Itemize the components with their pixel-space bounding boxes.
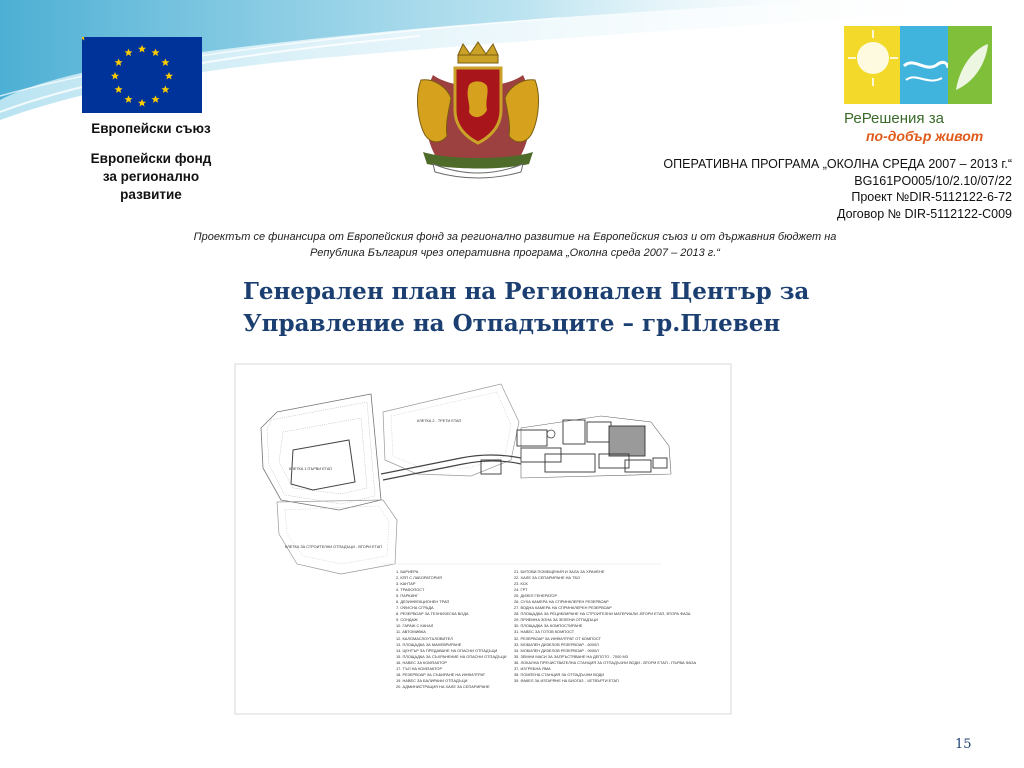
legend-item bbox=[514, 684, 696, 690]
program-code: BG161PO005/10/2.10/07/22 bbox=[854, 173, 1012, 188]
eu-fund-label: Европейски фонд за регионално развитие bbox=[90, 151, 212, 202]
program-name: ОПЕРАТИВНА ПРОГРАМА „ОКОЛНА СРЕДА 2007 – 2013 г.“ bbox=[663, 157, 1012, 171]
eu-caption bbox=[72, 113, 230, 213]
legend-item: 25. ДИЗЕЛ ГЕНЕРАТОР bbox=[514, 593, 558, 599]
legend-item: 18. РЕЗЕРВОАР ЗА СЪБИРАНЕ НА ИНФИЛТРАТ bbox=[396, 671, 486, 677]
legend-item: 17. ТЪЛ НА КОМПАКТОР bbox=[396, 665, 443, 671]
legend-item: 38. ПОМПЕНА СТАНЦИЯ ЗА ОТПАДЪЧНИ ВОДИ bbox=[514, 671, 605, 677]
legend-item: 20. АДМИНИСТРАЦИЯ НА ХАЛЕ ЗА СЕПАРИРАНЕ bbox=[396, 683, 490, 689]
legend-item: 32. РЕЗЕРВОАР ЗА ИНФИЛТРАТ ОТ КОМПОСТ bbox=[514, 635, 602, 641]
legend-item: 2. КПП С ЛАБОРАТОРИЯ bbox=[396, 575, 442, 581]
legend-item: 27. ВОДНА КАМЕРА НА СПРИНКЛЕРЕН РЕЗЕРВОАР bbox=[514, 605, 612, 611]
program-logo-icon bbox=[842, 24, 1024, 106]
legend-item: 3. КАНТАР bbox=[396, 581, 416, 587]
legend-item: 21. БИТОВИ ПОМЕЩЕНИЯ И ЗАЛА ЗА ХРАНЕНЕ bbox=[514, 569, 605, 574]
program-info bbox=[600, 156, 1012, 222]
cell-1-label: КЛЕТКА 1 ПЪРВИ ЕТАП bbox=[289, 467, 333, 471]
contract-number: Договор № DIR-5112122-С009 bbox=[836, 206, 1012, 221]
legend-item: 30. ПЛОЩАДКА ЗА КОМПОСТИРАНЕ bbox=[514, 623, 583, 629]
legend-item: 11. АВТОМИВКА bbox=[396, 629, 426, 635]
legend-item: 13. ПЛОЩАДКА ЗА МАНЕВРИРАНЕ bbox=[396, 641, 462, 647]
cell-2-label: КЛЕТКА 2 - ТРЕТИ ЕТАП bbox=[417, 419, 462, 423]
legend-item: 7. ОФИСНА СГРАДА bbox=[396, 605, 434, 611]
legend-item: 36. ЛОКАЛНА ПРЕЧИСТВАТЕЛНА СТАНЦИЯ ЗА ОТПАДЪЧНИ ВОДИ - ВТОРИ ЕТАП - ПЪРВА ФАЗА bbox=[514, 659, 697, 665]
legend-item: 35. ЗЕМНИ МАСИ ЗА ЗАПРЪСТЯВАНЕ НА ДЕПОТО - 7000 М3 bbox=[514, 653, 628, 659]
legend-item: 26. СУХА КАМЕРА НА СПРИНКЛЕРЕН РЕЗЕРВОАР bbox=[514, 599, 609, 605]
funding-note: Проектът се финансира от Европейския фонд за регионално развитие на Европейския съюз и от държавния бюджет на Република България чрез оперативна програма „Околна среда 2007 – 2013 г.“ bbox=[193, 231, 837, 259]
legend-item: 14. ЦЕНТЪР ЗА ПРЕДАВАНЕ НА ОПАСНИ ОТПАДЪЦИ bbox=[396, 647, 498, 653]
legend-item: 4. ТРАФОПОСТ bbox=[396, 587, 425, 593]
program-logo bbox=[842, 24, 1024, 152]
project-number: Проект №DIR-5112122-6-72 bbox=[851, 190, 1012, 204]
logo-text-1: РеРешения за bbox=[844, 110, 944, 127]
page-number: 15 bbox=[955, 737, 972, 752]
coat-of-arms-icon bbox=[403, 40, 553, 180]
legend-item: 1. БАРИЕРА bbox=[396, 569, 419, 574]
eu-union-label: Европейски съюз bbox=[91, 121, 211, 136]
legend-item: 39. ФАКЕЛ ЗА ИЗГАРЯНЕ НА БИОГАЗ - ЧЕТВЪРТИ ЕТАП bbox=[514, 677, 619, 683]
legend-item: 31. НАВЕС ЗА ГОТОВ КОМПОСТ bbox=[514, 629, 575, 635]
legend-item: 37. ИЗГРЕБНА ЯМА bbox=[514, 665, 551, 671]
site-plan bbox=[221, 350, 744, 722]
legend-item: 23. КСК bbox=[514, 581, 528, 587]
eu-flag bbox=[82, 37, 202, 115]
slide-title: Генерален план на Регионален Център за Управление на Отпадъците – гр.Плевен bbox=[243, 278, 810, 337]
legend-item: 22. ХАЛЕ ЗА СЕПАРИРАНЕ НА ТБО bbox=[514, 575, 581, 581]
legend-item: 12. КАЛОМАСЛОУТАЛОВИТЕЛ bbox=[396, 635, 453, 641]
logo-text-2: по-добър живот bbox=[866, 128, 984, 144]
eu-stars-icon bbox=[82, 37, 202, 115]
legend-item: 5. ПАРКИНГ bbox=[396, 593, 419, 599]
legend-item: 6. ДЕЗИНФЕКЦИОНЕН ТРАП bbox=[396, 599, 450, 605]
legend-item: 9. СОНДАЖ bbox=[396, 617, 418, 623]
legend-item: 19. НАВЕС ЗА БАЛИРАНИ ОТПАДЪЦИ bbox=[396, 677, 468, 683]
legend-item: 10. ГАРАЖ С КАНАЛ bbox=[396, 623, 434, 629]
legend-item: 16. НАВЕС ЗА КОМПАКТОР bbox=[396, 659, 447, 665]
legend-item: 8. РЕЗЕРВОАР ЗА ТЕХНИЧЕСКА ВОДА bbox=[396, 611, 469, 617]
legend-item: 15. ПЛОЩАДКА ЗА СЪХРАНЕНИЕ НА ОПАСНИ ОТПАДЪЦИ bbox=[396, 653, 507, 659]
legend-item: 24. ГРТ bbox=[514, 587, 528, 593]
legend-right bbox=[514, 569, 696, 690]
legend-item: 34. МОБИЛЕН ДИЗЕЛОВ РЕЗЕРВОАР - 9000Л bbox=[514, 647, 599, 653]
legend-item: 33. МОБИЛЕН ДИЗЕЛОВ РЕЗЕРВОАР - 6000Л bbox=[514, 641, 599, 647]
legend-item: 29. ПРИЕМНА ЗОНА ЗА ЗЕЛЕНИ ОТПАДЪЦИ bbox=[514, 617, 598, 623]
legend-left bbox=[396, 569, 506, 690]
cell-3-label: КЛЕТКА ЗА СТРОИТЕЛНИ ОТПАДЪЦИ - ВТОРИ ЕТАП bbox=[285, 545, 382, 549]
legend-item: 28. ПЛОЩАДКА ЗА РЕЦИКЛИРАНЕ НА СТРОИТЕЛНИ МАТЕРИАЛИ -ВТОРИ ЕТАП, ВТОРА ФАЗА bbox=[514, 611, 691, 617]
